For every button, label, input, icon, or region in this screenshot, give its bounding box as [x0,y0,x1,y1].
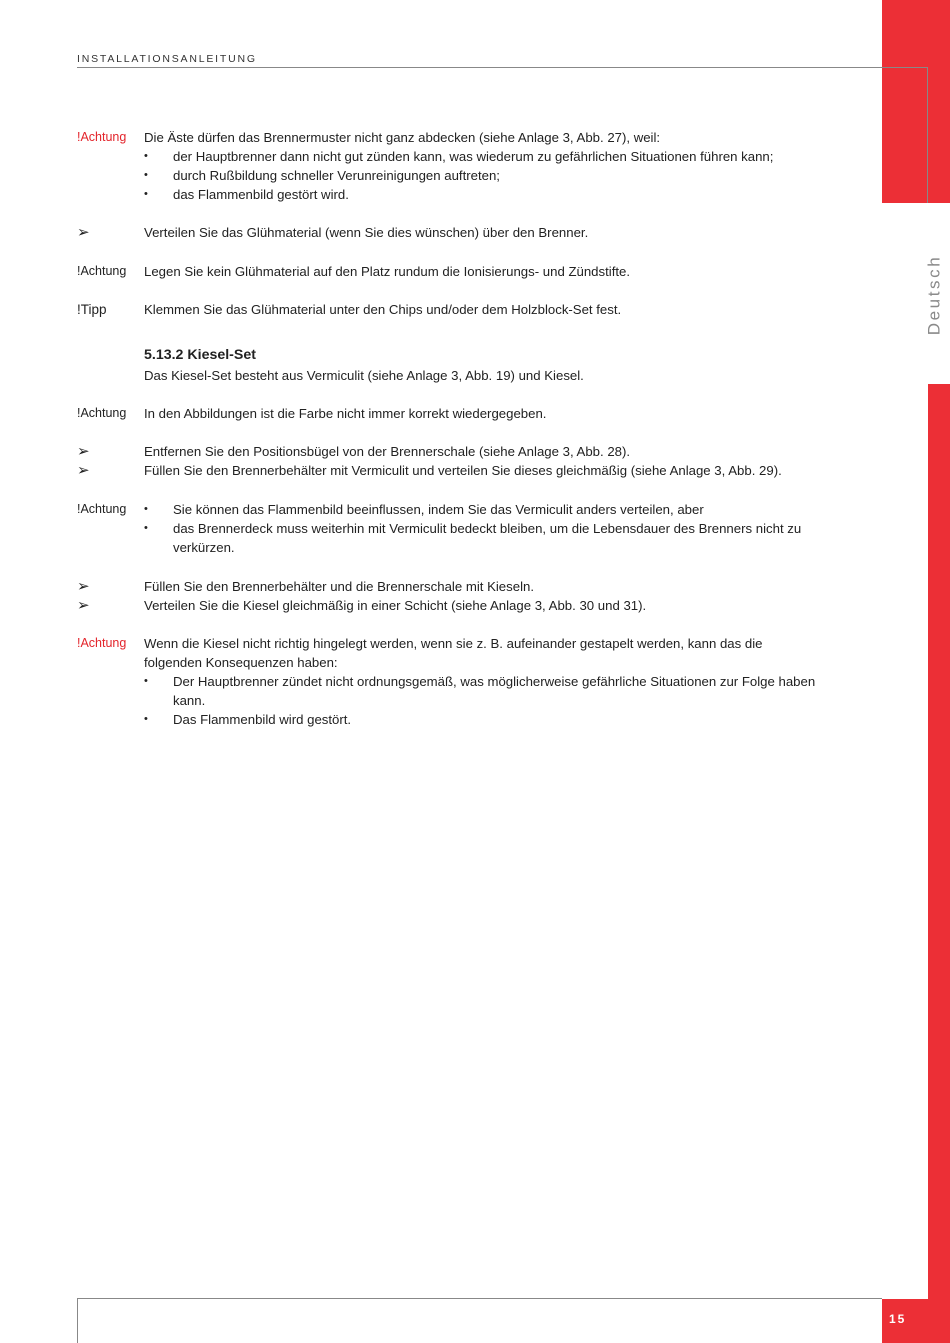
warning-label: !Achtung [77,130,127,144]
language-tab [918,230,950,360]
warning-label: !Achtung [77,406,127,420]
footer-rule-vertical [77,1298,78,1343]
tip-label: !Tipp [77,302,107,317]
step-text: Verteilen Sie die Kiesel gleichmäßig in einer Schicht (siehe Anlage 3, Abb. 30 und 31). [144,598,647,613]
step-text: Verteilen Sie das Glühmaterial (wenn Sie dies wünschen) über den Brenner. [144,225,589,240]
bullet-icon: • [144,150,148,162]
step-text: Füllen Sie den Brennerbehälter und die Brennerschale mit Kieseln. [144,579,534,594]
header-rule [77,67,927,68]
list-item-text: der Hauptbrenner dann nicht gut zünden kann, was wiederum zu gefährlichen Situationen führen kann; [173,149,774,164]
list-item-text: durch Rußbildung schneller Verunreinigungen auftreten; [173,168,500,183]
arrow-icon: ➢ [77,597,90,614]
warning-text: Wenn die Kiesel nicht richtig hingelegt werden, wenn sie z. B. aufeinander gestapelt werden, kann das die folgenden Konsequenzen haben: [144,636,763,671]
bullet-icon: • [144,188,148,200]
step-text: Entfernen Sie den Positionsbügel von der Brennerschale (siehe Anlage 3, Abb. 28). [144,444,631,459]
bullet-icon: • [144,713,148,725]
arrow-icon: ➢ [77,443,90,460]
language-label: Deutsch [924,254,944,336]
red-tab-bottom [928,384,950,1299]
step-text: Füllen Sie den Brennerbehälter mit Vermiculit und verteilen Sie dieses gleichmäßig (siehe Anlage 3, Abb. 29). [144,463,782,478]
section-heading: 5.13.2 Kiesel-Set [144,347,256,363]
warning-label: !Achtung [77,636,127,650]
warning-text: In den Abbildungen ist die Farbe nicht immer korrekt wiedergegeben. [144,406,547,421]
arrow-icon: ➢ [77,578,90,595]
footer-rule [77,1298,882,1299]
tip-text: Klemmen Sie das Glühmaterial unter den Chips und/oder dem Holzblock-Set fest. [144,302,622,317]
red-tab-top [882,0,950,203]
list-item-text: Sie können das Flammenbild beeinflussen, indem Sie das Vermiculit anders verteilen, aber [173,502,704,517]
warning-text: Legen Sie kein Glühmaterial auf den Platz rundum die Ionisierungs- und Zündstifte. [144,264,631,279]
warning-label: !Achtung [77,502,127,516]
header-rule-vertical [927,67,928,203]
bullet-icon: • [144,503,148,515]
list-item-text: das Brennerdeck muss weiterhin mit Vermiculit bedeckt bleiben, um die Lebensdauer des Brenners nicht zu verkürzen. [173,521,802,556]
running-header: INSTALLATIONSANLEITUNG [77,53,257,65]
arrow-icon: ➢ [77,224,90,241]
bullet-icon: • [144,675,148,687]
arrow-icon: ➢ [77,462,90,479]
page-number: 15 [889,1312,907,1326]
section-text: Das Kiesel-Set besteht aus Vermiculit (siehe Anlage 3, Abb. 19) und Kiesel. [144,368,584,383]
list-item-text: Das Flammenbild wird gestört. [173,712,352,727]
list-item-text: Der Hauptbrenner zündet nicht ordnungsgemäß, was möglicherweise gefährliche Situationen zur Folge haben kann. [173,674,816,709]
warning-label: !Achtung [77,264,127,278]
bullet-icon: • [144,522,148,534]
warning-text: Die Äste dürfen das Brennermuster nicht ganz abdecken (siehe Anlage 3, Abb. 27), weil: [144,130,661,145]
list-item-text: das Flammenbild gestört wird. [173,187,349,202]
bullet-icon: • [144,169,148,181]
